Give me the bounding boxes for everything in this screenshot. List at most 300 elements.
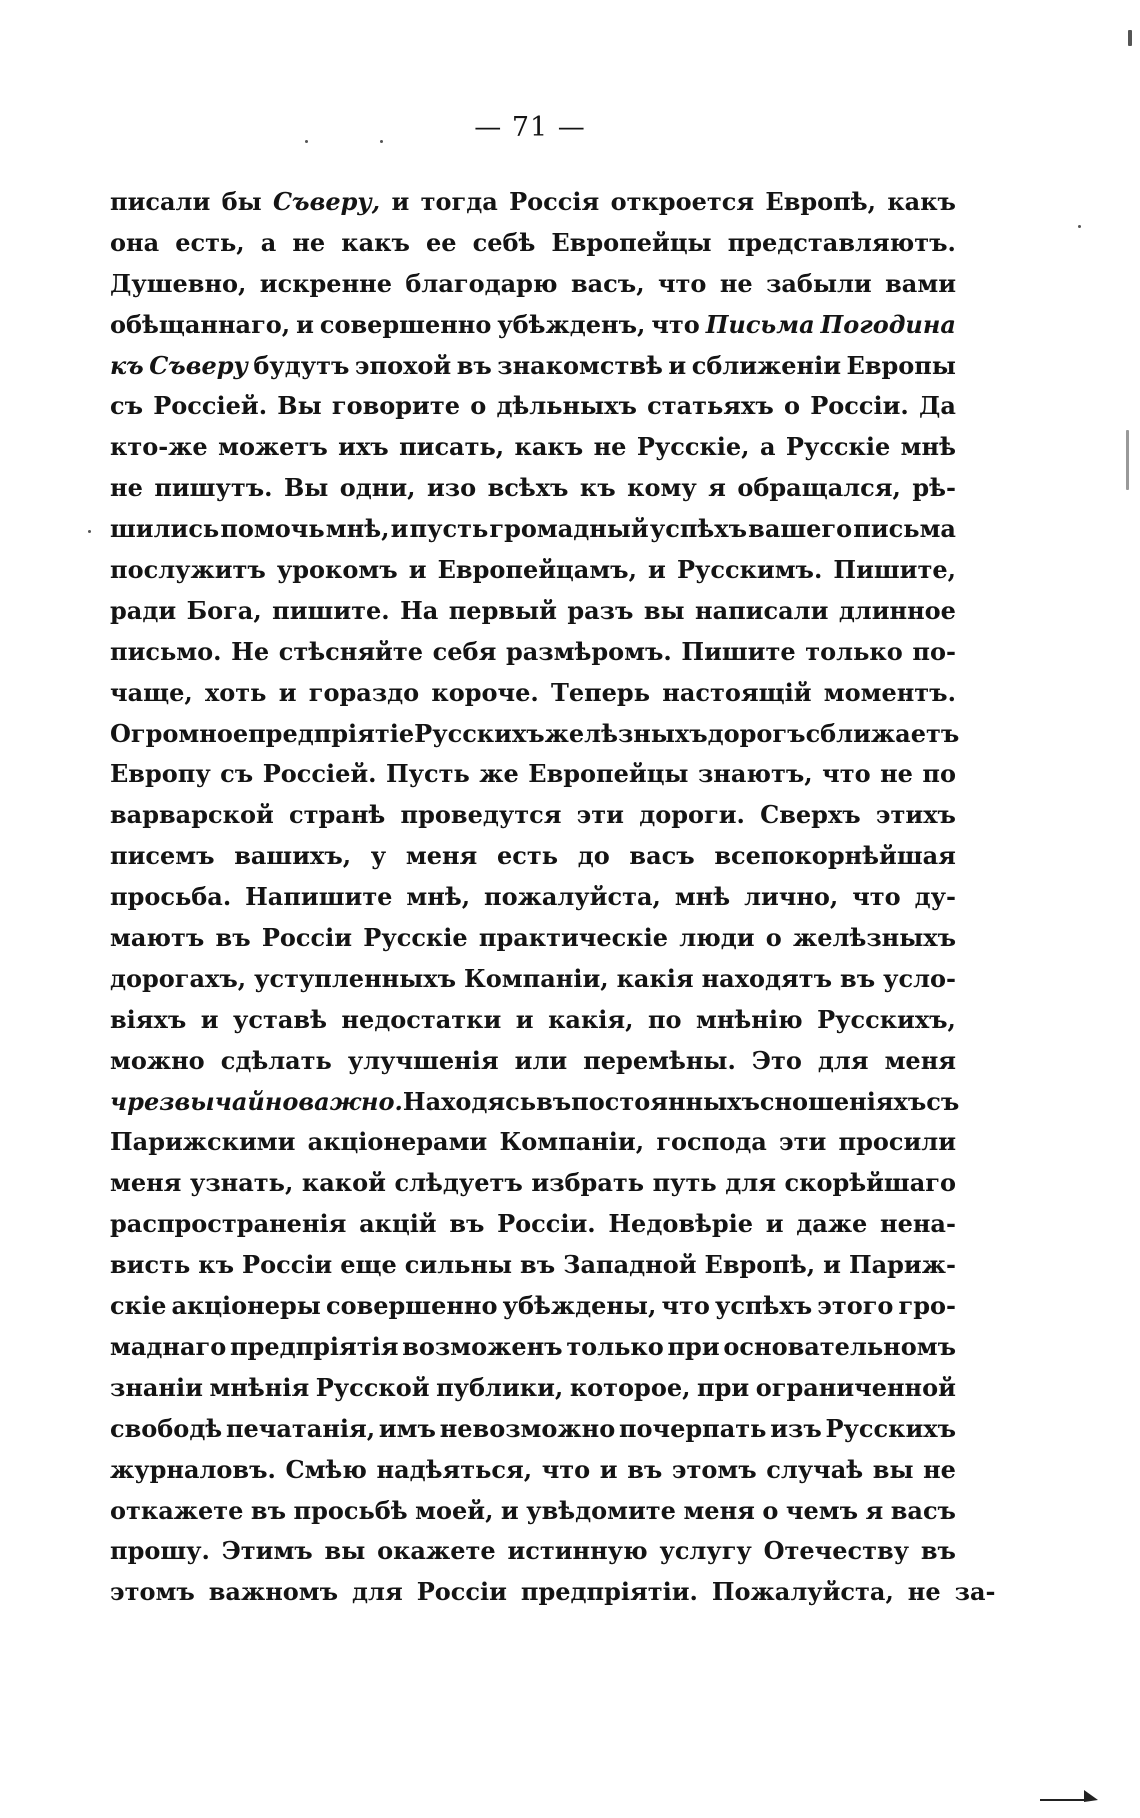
word: Напишите — [245, 882, 393, 912]
word: что — [661, 1291, 710, 1321]
word: недостатки — [341, 1004, 502, 1034]
text-line — [110, 509, 956, 550]
word: чемъ — [785, 1495, 858, 1525]
word: какъ — [887, 187, 956, 216]
word: и — [823, 1250, 841, 1280]
word: усло- — [883, 963, 956, 993]
word: помочь — [220, 514, 325, 544]
word: въ — [456, 350, 492, 380]
word: и — [296, 309, 314, 339]
word: предпріятіи. — [520, 1577, 698, 1607]
word: Недовѣріе — [608, 1209, 754, 1239]
word: не — [923, 1454, 956, 1484]
word: и — [390, 514, 409, 544]
word: распространенія — [110, 1209, 347, 1239]
word: и — [408, 555, 427, 585]
word: благодарю — [405, 268, 558, 298]
word: Россіей. — [153, 391, 268, 421]
word: Русскіе — [363, 923, 468, 953]
word: надѣяться, — [376, 1454, 533, 1484]
word: варварской — [110, 800, 274, 830]
word: я — [708, 473, 726, 503]
word: что — [852, 882, 901, 912]
word: урокомъ — [276, 555, 398, 585]
word: скіе — [110, 1291, 167, 1321]
word: знакомствѣ — [497, 350, 663, 380]
word: первый — [448, 595, 557, 625]
word: висть — [110, 1250, 191, 1280]
text-line — [110, 836, 956, 877]
word: для — [352, 1577, 403, 1607]
text-line — [110, 877, 956, 918]
italic-word: важно. — [298, 1086, 403, 1116]
word: Да — [918, 391, 956, 421]
word: одни, — [339, 473, 416, 503]
word: о — [762, 1495, 779, 1525]
word: изо — [426, 473, 477, 503]
word: ограниченной — [755, 1372, 956, 1402]
text-line — [110, 346, 956, 387]
word: Западной — [563, 1250, 697, 1280]
word: находятъ — [701, 963, 833, 993]
word: обѣщаннаго, — [110, 309, 291, 339]
word: моментъ. — [823, 677, 956, 707]
word: за- — [954, 1577, 996, 1607]
word: Европейцы — [551, 227, 712, 257]
text-line — [110, 1368, 956, 1409]
word: печатанія, — [225, 1413, 376, 1443]
word: всѣхъ — [487, 473, 569, 503]
text-line — [110, 795, 956, 836]
word: Отечеству — [763, 1536, 910, 1566]
word: длинное — [838, 595, 956, 625]
italic-word: чрезвычайно — [110, 1086, 299, 1116]
word: Не — [231, 636, 270, 666]
word: что — [657, 268, 707, 298]
word: Парижскими — [110, 1127, 296, 1157]
word: и — [668, 350, 687, 380]
word: бы — [221, 187, 262, 216]
word: сближеніи — [691, 350, 842, 380]
word: пусть — [409, 514, 489, 544]
word: забыли — [766, 268, 872, 298]
word: дѣльныхъ — [496, 391, 637, 421]
word: окажете — [377, 1536, 496, 1566]
word: Россіей. — [262, 759, 377, 789]
word: Русскихъ, — [817, 1004, 956, 1034]
word: сдѣлать — [220, 1045, 332, 1075]
text-line — [110, 1245, 956, 1286]
word: этого — [817, 1291, 894, 1321]
word: для — [817, 1045, 869, 1075]
word: Русскихъ — [414, 718, 545, 748]
word: перемѣны. — [583, 1045, 736, 1075]
word: Душевно, — [110, 268, 247, 298]
word: основательномъ — [723, 1331, 956, 1361]
text-line — [110, 1572, 996, 1613]
word: откроется — [610, 187, 755, 216]
word: практическіе — [478, 923, 668, 953]
text-line — [110, 468, 956, 509]
word: рѣ- — [912, 473, 956, 503]
word: по — [922, 759, 956, 789]
word: въ — [250, 1495, 286, 1525]
word: о — [783, 391, 800, 421]
word: Бога, — [186, 595, 262, 625]
word: прошу. — [110, 1536, 210, 1566]
word: акціонеры — [171, 1291, 321, 1321]
word: вами — [885, 268, 956, 298]
word: сближаетъ — [805, 718, 960, 748]
word: кому — [627, 473, 697, 503]
word: стѣсняйте — [278, 636, 423, 666]
word: Россіи — [261, 923, 353, 953]
word: моей, — [415, 1495, 494, 1525]
word: свободѣ — [110, 1413, 223, 1443]
word: эпохой — [354, 350, 452, 380]
word: написали — [695, 595, 829, 625]
word: постоянныхъ — [571, 1086, 760, 1116]
word: маднаго — [110, 1331, 227, 1361]
word: почерпать — [618, 1413, 767, 1443]
word: предпріятіе — [248, 718, 415, 748]
word: лично, — [744, 882, 839, 912]
text-line — [110, 673, 956, 714]
word: при — [667, 1331, 720, 1361]
word: Компаніи, — [463, 963, 609, 993]
word: меня — [884, 1045, 956, 1075]
word: чаще, — [110, 677, 193, 707]
word: Париж- — [848, 1250, 956, 1280]
text-line — [110, 714, 960, 755]
scan-speck — [1128, 30, 1132, 46]
italic-word: Съверу — [149, 350, 248, 380]
word: что — [651, 309, 700, 339]
word: маютъ — [110, 923, 205, 953]
word: господа — [656, 1127, 767, 1157]
word: Пишите, — [833, 555, 956, 585]
word: въ — [627, 1454, 663, 1484]
word: истинную — [507, 1536, 648, 1566]
word: Россіи — [242, 1250, 333, 1280]
word: уставѣ — [233, 1004, 327, 1034]
word: пишите. — [272, 595, 390, 625]
page-number: — 71 — — [474, 112, 586, 143]
word: желѣзныхъ — [793, 923, 956, 953]
word: Русскимъ. — [676, 555, 823, 585]
word: Россія — [509, 187, 600, 216]
word: писать, — [399, 432, 505, 462]
word: писемъ — [110, 841, 215, 871]
word: Компаніи, — [499, 1127, 645, 1157]
text-line — [110, 959, 956, 1000]
word: не — [110, 473, 143, 503]
word: и — [500, 1495, 519, 1525]
word: Европѣ, — [704, 1250, 816, 1280]
text-line — [110, 1327, 956, 1368]
text-line — [110, 1041, 956, 1082]
word: и — [391, 187, 410, 216]
word: какъ — [341, 227, 410, 257]
word: знаютъ, — [697, 759, 813, 789]
word: уступленныхъ — [254, 963, 456, 993]
word: письма — [853, 514, 956, 544]
word: Европы — [846, 350, 956, 380]
word: къ — [579, 473, 616, 503]
word: какія, — [548, 1004, 634, 1034]
word: можетъ — [218, 432, 328, 462]
word: Европейцамъ, — [437, 555, 637, 585]
text-line — [110, 918, 956, 959]
word: гро- — [898, 1291, 956, 1321]
word: даже — [796, 1209, 868, 1239]
word: по- — [912, 636, 956, 666]
word: мнѣ, — [406, 882, 471, 912]
word: обращался, — [737, 473, 901, 503]
word: Это — [751, 1045, 802, 1075]
word: какія — [616, 963, 694, 993]
word: люди — [679, 923, 755, 953]
word: Пожалуйста, — [711, 1577, 894, 1607]
word: На — [400, 595, 439, 625]
word: Русскіе, — [636, 432, 750, 462]
word: въ — [920, 1536, 956, 1566]
word: узнать, — [190, 1168, 294, 1198]
word: говорите — [331, 391, 460, 421]
word: не — [880, 759, 913, 789]
word: и — [278, 677, 297, 707]
word: віяхъ — [110, 1004, 187, 1034]
word: Вы — [277, 391, 322, 421]
text-line — [110, 223, 956, 264]
word: и — [200, 1004, 219, 1034]
word: пишутъ. — [154, 473, 273, 503]
word: Смѣю — [285, 1454, 367, 1484]
word: шились — [110, 514, 220, 544]
word: Русскихъ — [825, 1413, 956, 1443]
word: и — [648, 555, 666, 585]
word: съ — [220, 759, 254, 789]
word: дорогахъ, — [110, 963, 247, 993]
word: Европейцы — [528, 759, 689, 789]
word: пожалуйста, — [484, 882, 661, 912]
word: какой — [301, 1168, 386, 1198]
word: Русской — [315, 1372, 430, 1402]
word: есть — [496, 841, 559, 871]
word: журналовъ. — [110, 1454, 276, 1484]
word: Находясь — [402, 1086, 537, 1116]
word: короче. — [431, 677, 539, 707]
word: избрать — [531, 1168, 645, 1198]
word: ради — [110, 595, 177, 625]
word: у — [370, 841, 387, 871]
word: письмо. — [110, 636, 222, 666]
word: предпріятія — [229, 1331, 399, 1361]
word: гораздо — [308, 677, 420, 707]
text-line — [110, 1000, 956, 1041]
word: успѣхъ — [714, 1291, 813, 1321]
word: что — [541, 1454, 591, 1484]
italic-word: къ — [110, 350, 144, 380]
word: ду- — [914, 882, 956, 912]
word: вы — [643, 595, 685, 625]
word: писали — [110, 187, 211, 216]
scan-speck — [1078, 225, 1081, 228]
word: къ — [198, 1250, 235, 1280]
text-line — [110, 632, 956, 673]
word: Огромное — [110, 718, 249, 748]
word: этомъ — [671, 1454, 757, 1484]
word: успѣхъ — [649, 514, 747, 544]
word: есть, — [175, 227, 245, 257]
word: о — [470, 391, 487, 421]
word: вашихъ, — [234, 841, 352, 871]
word: просили — [838, 1127, 956, 1157]
word: не — [719, 268, 753, 298]
word: Пусть — [386, 759, 470, 789]
word: совершенно — [325, 1291, 498, 1321]
word: Русскіе — [785, 432, 891, 462]
word: откажете — [110, 1495, 244, 1525]
word: громадный — [489, 514, 649, 544]
word: просьбѣ — [293, 1495, 408, 1525]
text-line — [110, 1286, 956, 1327]
word: въ — [520, 1250, 556, 1280]
word: мнѣнія — [209, 1372, 310, 1402]
word: дороги. — [639, 800, 745, 830]
word: тогда — [420, 187, 498, 216]
word: только — [805, 636, 903, 666]
word: Россіи. — [810, 391, 909, 421]
text-line — [110, 1204, 956, 1245]
word: и — [599, 1454, 618, 1484]
word: васъ — [890, 1495, 956, 1525]
word: при — [697, 1372, 750, 1402]
word: странѣ — [289, 800, 386, 830]
word: ихъ — [338, 432, 389, 462]
word: она — [110, 227, 160, 257]
word: сношеніяхъ — [759, 1086, 927, 1116]
word: разъ — [567, 595, 634, 625]
word: этомъ — [110, 1577, 195, 1607]
word: мнѣнію — [696, 1004, 803, 1034]
word: важномъ — [208, 1577, 339, 1607]
word: себѣ — [472, 227, 536, 257]
word: Европѣ, — [765, 187, 876, 216]
word: статьяхъ — [647, 391, 774, 421]
word: и — [515, 1004, 534, 1034]
word: совершенно — [319, 309, 492, 339]
word: услугу — [659, 1536, 752, 1566]
word: эти — [576, 800, 624, 830]
word: вашего — [748, 514, 853, 544]
word: себя — [432, 636, 497, 666]
word: только — [566, 1331, 664, 1361]
text-line — [110, 1450, 956, 1491]
text-line — [110, 754, 956, 795]
word: этихъ — [875, 800, 956, 830]
word: увѣдомите — [526, 1495, 676, 1525]
word: меня — [405, 841, 478, 871]
italic-word: Съверу, — [273, 187, 381, 216]
word: съ — [926, 1086, 960, 1116]
word: нена- — [880, 1209, 956, 1239]
word: я — [865, 1495, 884, 1525]
body-text — [110, 182, 996, 1613]
word: васъ — [629, 841, 695, 871]
word: размѣромъ. — [505, 636, 672, 666]
word: настоящій — [662, 677, 812, 707]
word: путь — [652, 1168, 717, 1198]
word: которое, — [569, 1372, 691, 1402]
word: или — [514, 1045, 568, 1075]
word: не — [292, 227, 326, 257]
word: просьба. — [110, 882, 232, 912]
word: меня — [683, 1495, 755, 1525]
corner-arrow-icon — [1040, 1786, 1100, 1804]
word: случаѣ — [766, 1454, 864, 1484]
word: же — [479, 759, 519, 789]
word: съ — [110, 391, 144, 421]
word: васъ, — [570, 268, 645, 298]
word: Россіи. — [497, 1209, 596, 1239]
word: кто-же — [110, 432, 208, 462]
text-line — [110, 427, 956, 468]
word: всепокорнѣйшая — [714, 841, 956, 871]
word: не — [593, 432, 627, 462]
text-line — [110, 182, 956, 223]
word: Россіи — [416, 1577, 507, 1607]
word: представляютъ. — [727, 227, 956, 257]
word: по — [647, 1004, 682, 1034]
word: улучшенія — [347, 1045, 499, 1075]
italic-word: Письма — [705, 309, 815, 339]
word: а — [260, 227, 277, 257]
word: въ — [449, 1209, 485, 1239]
word: Этимъ — [221, 1536, 313, 1566]
word: до — [577, 841, 610, 871]
word: возможенъ — [402, 1331, 563, 1361]
word: послужитъ — [110, 555, 266, 585]
word: имъ — [378, 1413, 436, 1443]
word: мнѣ — [674, 882, 731, 912]
word: акцій — [359, 1209, 437, 1239]
word: скорѣйшаго — [784, 1168, 956, 1198]
word: сильны — [404, 1250, 513, 1280]
text-line — [110, 1531, 956, 1572]
word: какъ — [514, 432, 584, 462]
text-line — [110, 264, 956, 305]
word: и — [765, 1209, 784, 1239]
word: для — [725, 1168, 776, 1198]
word: ее — [425, 227, 457, 257]
word: вы — [324, 1536, 366, 1566]
word: искренне — [259, 268, 392, 298]
text-line — [110, 1163, 956, 1204]
word: еще — [340, 1250, 397, 1280]
word: а — [759, 432, 776, 462]
text-line — [110, 1491, 956, 1532]
text-line — [110, 1082, 960, 1123]
word: вы — [872, 1454, 914, 1484]
scan-speck — [1126, 430, 1129, 490]
word: въ — [840, 963, 876, 993]
word: дорогъ — [707, 718, 806, 748]
word: Пишите — [681, 636, 796, 666]
word: изъ — [770, 1413, 822, 1443]
word: публики, — [436, 1372, 564, 1402]
word: о — [765, 923, 782, 953]
